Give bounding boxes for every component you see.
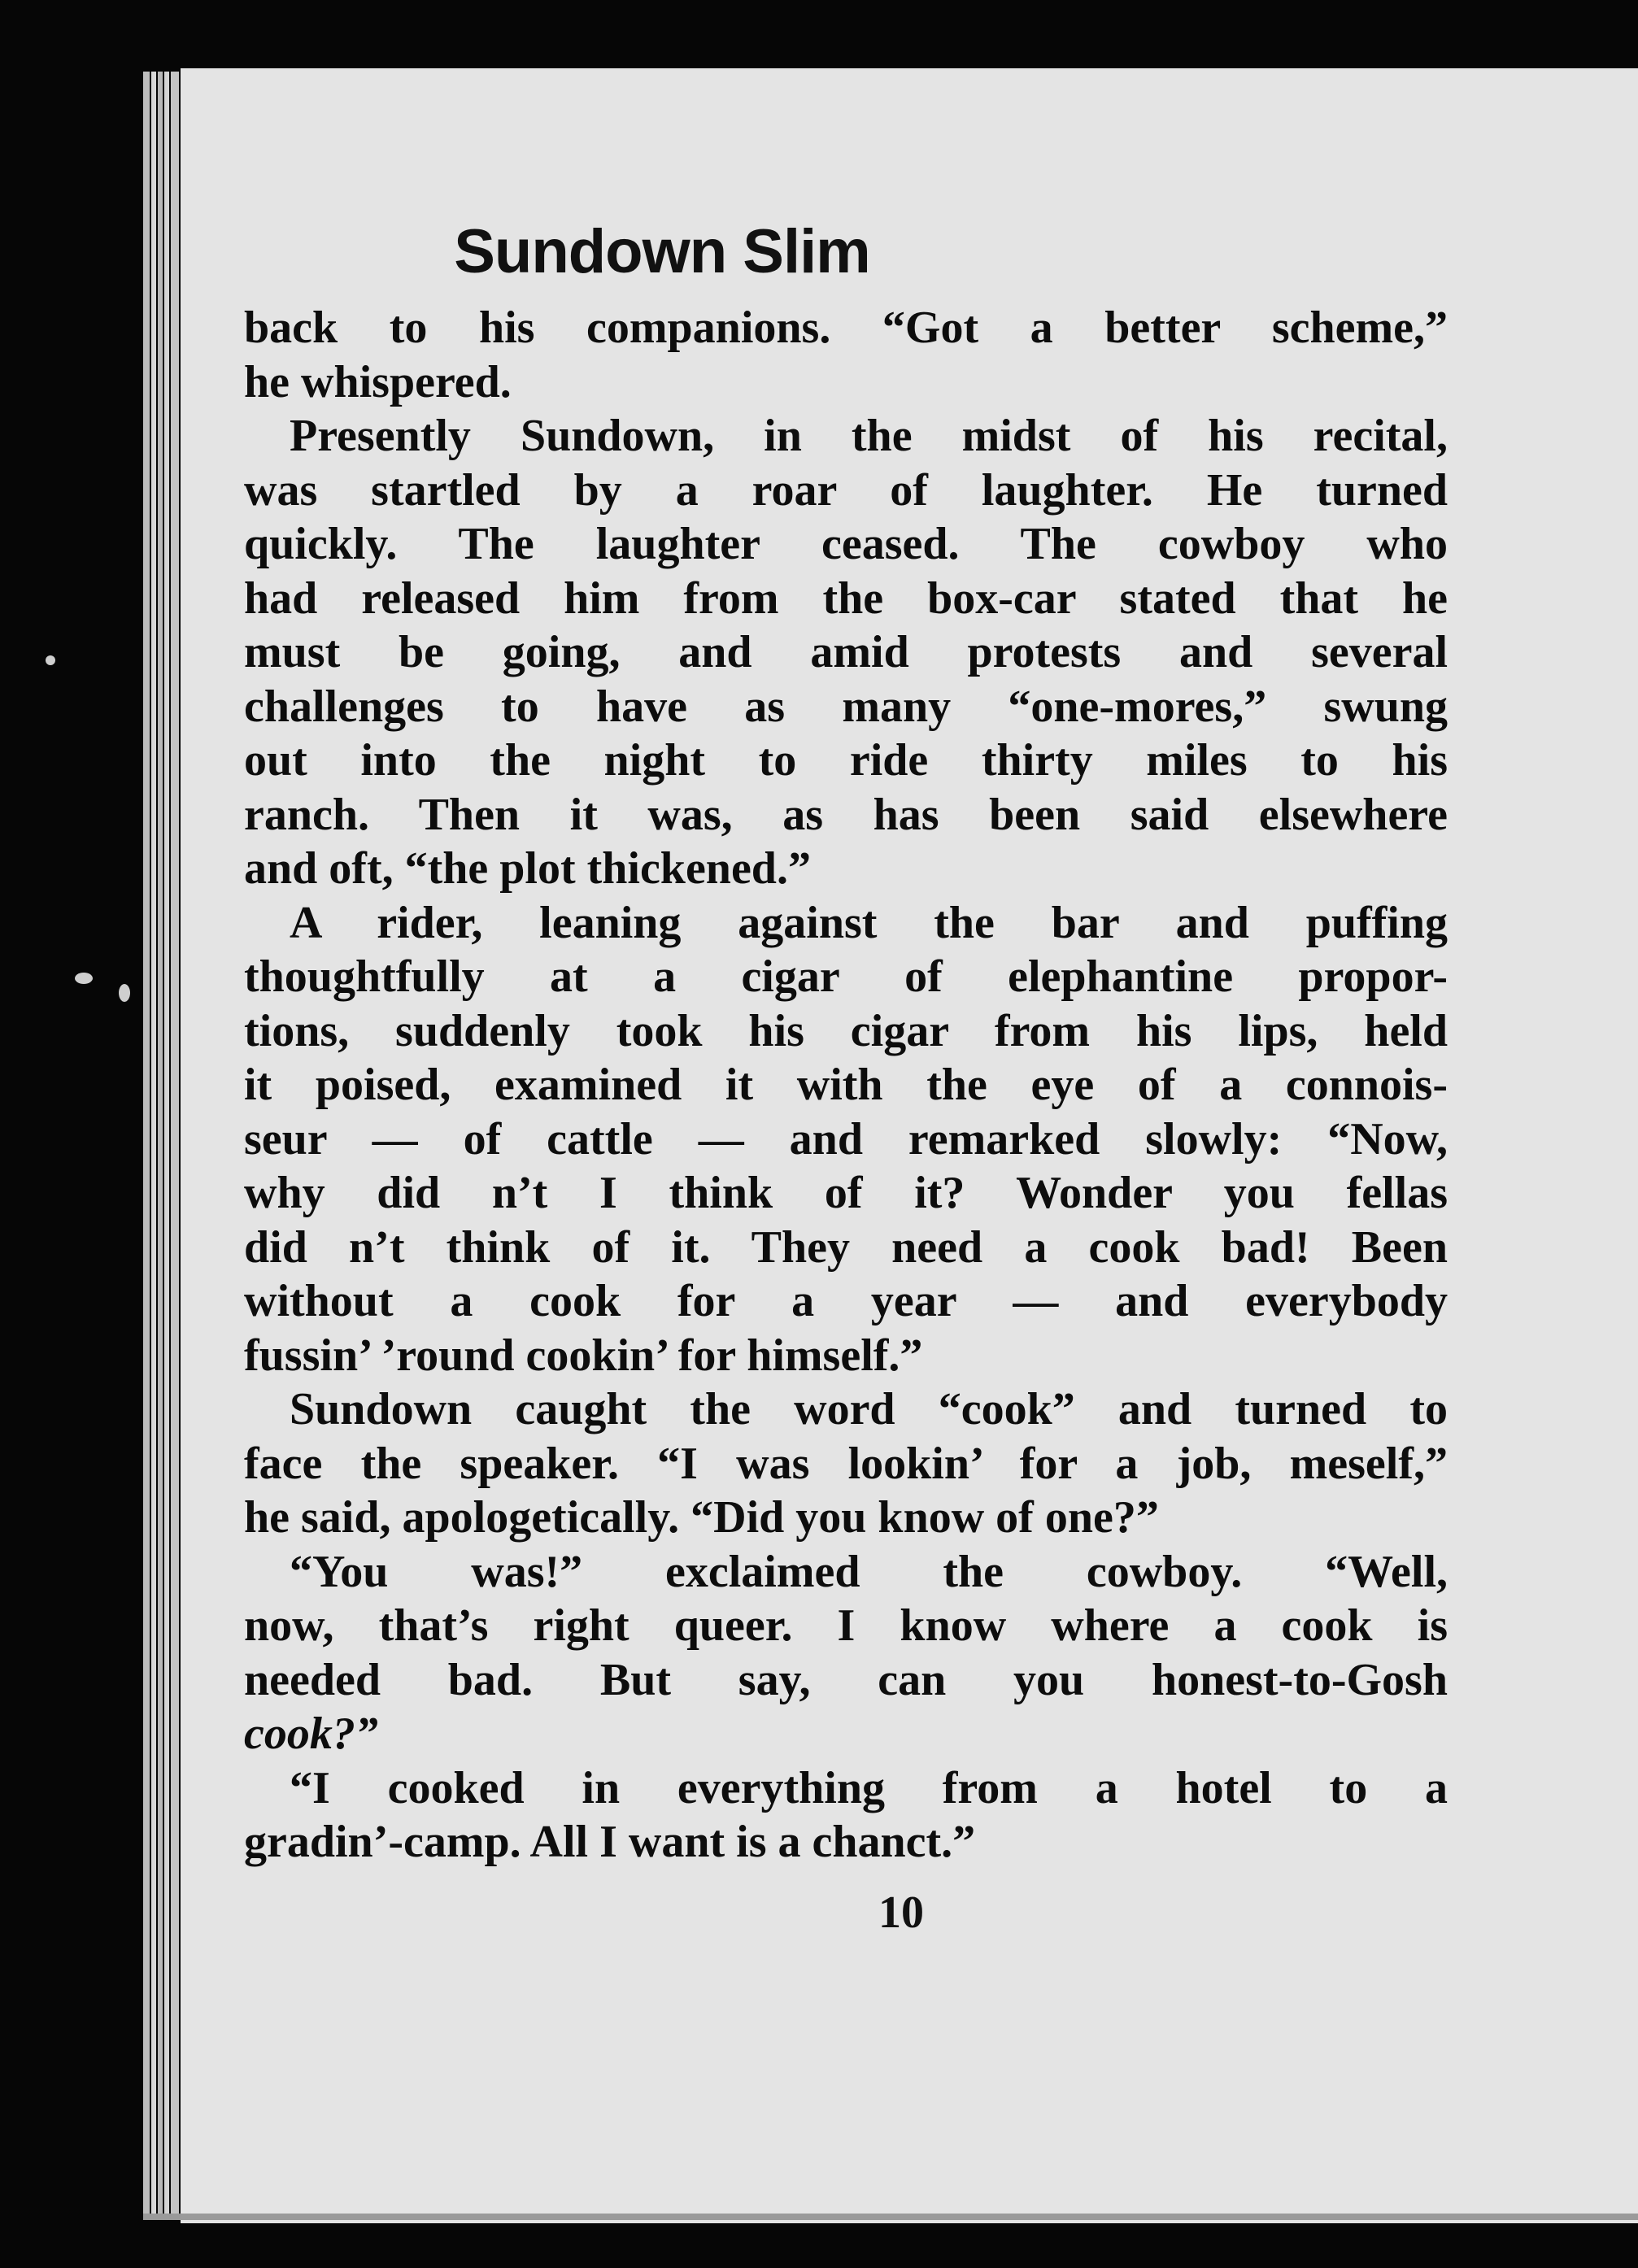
page-edge [171, 72, 179, 2218]
scan-speck [46, 655, 55, 665]
text-line: quickly. The laughter ceased. The cowboy who [244, 519, 1448, 569]
text-line: out into the night to ride thirty miles to his [244, 735, 1448, 786]
text-line: and oft, “the plot thickened.” [244, 843, 811, 894]
text-line: cook?” [244, 1709, 378, 1759]
scan-speck [119, 984, 130, 1002]
text-line: “I cooked in everything from a hotel to a [290, 1762, 1448, 1813]
text-line: did n’t think of it. They need a cook bad! Been [244, 1221, 1448, 1273]
page-edge [164, 72, 169, 2218]
text-line: tions, suddenly took his cigar from his lips, held [244, 1005, 1448, 1056]
body-text [244, 301, 1448, 1870]
text-line: it poised, examined it with the eye of a connois- [244, 1060, 1448, 1110]
text-line: Sundown caught the word “cook” and turned to [290, 1384, 1448, 1434]
text-line: fussin’ ’round cookin’ for himself.” [244, 1330, 923, 1381]
text-line: now, that’s right queer. I know where a cook is [244, 1600, 1448, 1651]
text-line: must be going, and amid protests and several [244, 627, 1448, 677]
page-edge [151, 72, 156, 2218]
page-number: 10 [878, 1887, 924, 1938]
text-line: had released him from the box-car stated that he [244, 572, 1448, 624]
text-line: seur — of cattle — and remarked slowly: “Now, [244, 1113, 1448, 1164]
scan-speck [75, 973, 93, 984]
text-line: gradin’-camp. All I want is a chanct.” [244, 1817, 976, 1867]
text-line: thoughtfully at a cigar of elephantine propor- [244, 951, 1448, 1002]
text-line: was startled by a roar of laughter. He turned [244, 464, 1448, 516]
text-line: why did n’t I think of it? Wonder you fellas [244, 1168, 1448, 1218]
text-line: “You was!” exclaimed the cowboy. “Well, [290, 1546, 1448, 1597]
running-head: Sundown Slim [454, 217, 870, 286]
text-line: ranch. Then it was, as has been said elsewhere [244, 789, 1448, 840]
text-line: face the speaker. “I was lookin’ for a job, meself,” [244, 1438, 1448, 1489]
text-line: needed bad. But say, can you honest-to-Gosh [244, 1654, 1448, 1705]
text-line: Presently Sundown, in the midst of his recital, [290, 411, 1448, 461]
text-line: A rider, leaning against the bar and puffing [290, 897, 1448, 948]
text-line: without a cook for a year — and everybody [244, 1276, 1448, 1326]
text-line: back to his companions. “Got a better scheme,” [244, 303, 1448, 353]
page-bottom-edge [143, 2214, 1638, 2220]
page-edge [143, 72, 150, 2218]
text-line: he whispered. [244, 356, 512, 407]
text-line: he said, apologetically. “Did you know of one?” [244, 1492, 1159, 1543]
text-line: challenges to have as many “one-mores,” swung [244, 681, 1448, 732]
page-edge [158, 72, 163, 2218]
